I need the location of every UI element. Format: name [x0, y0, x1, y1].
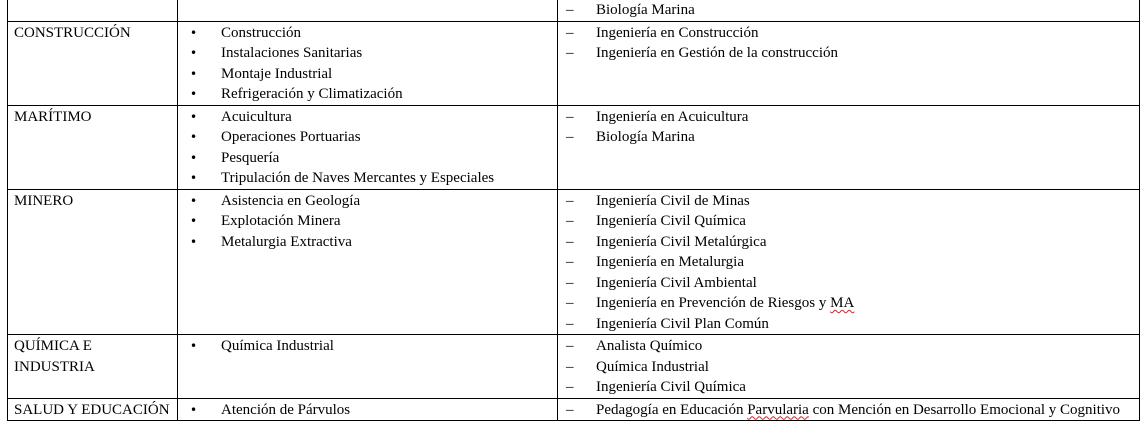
sector-cell — [8, 0, 178, 21]
technical-list — [184, 23, 551, 105]
list-item: • Operaciones Portuarias — [184, 127, 551, 148]
technical-cell — [178, 105, 558, 189]
careers-list — [564, 191, 1133, 335]
technical-cell — [178, 398, 558, 421]
list-item: – Ingeniería Civil Química — [564, 211, 1133, 232]
careers-cell — [558, 0, 1140, 21]
list-item: • Química Industrial — [184, 336, 551, 357]
list-item: – Analista Químico — [564, 336, 1133, 357]
careers-cell — [558, 189, 1140, 335]
technical-cell — [178, 189, 558, 335]
sector-label: CONSTRUCCIÓN — [14, 24, 131, 41]
careers-list — [564, 400, 1133, 421]
list-item: – Ingeniería Civil Metalúrgica — [564, 232, 1133, 253]
spellcheck-mark: Parvularia — [747, 401, 809, 418]
technical-cell — [178, 335, 558, 399]
list-item: • Tripulación de Naves Mercantes y Especiales — [184, 168, 551, 189]
table-row — [8, 398, 1140, 421]
sector-cell — [8, 21, 178, 105]
sector-cell — [8, 398, 178, 421]
list-item: – Pedagogía en Educación Parvularia con Mención en Desarrollo Emocional y Cognitivo — [564, 400, 1133, 421]
sector-cell — [8, 335, 178, 399]
careers-cell — [558, 398, 1140, 421]
table-row — [8, 189, 1140, 335]
technical-list — [184, 0, 551, 1]
careers-cell — [558, 21, 1140, 105]
table-row — [8, 0, 1140, 21]
list-item: – Biología Marina — [564, 0, 1133, 21]
list-item: • Asistencia en Geología — [184, 191, 551, 212]
list-item: – Ingeniería Civil Plan Común — [564, 314, 1133, 335]
technical-list — [184, 107, 551, 189]
careers-cell — [558, 105, 1140, 189]
sector-label: MARÍTIMO — [14, 108, 92, 125]
list-item: • Acuicultura — [184, 107, 551, 128]
sector-label: MINERO — [14, 192, 74, 209]
careers-list — [564, 107, 1133, 148]
list-item: – Ingeniería en Gestión de la construcción — [564, 43, 1133, 64]
list-item — [184, 0, 551, 1]
table-row — [8, 335, 1140, 399]
list-item — [564, 293, 1133, 314]
table-row — [8, 21, 1140, 105]
sector-cell — [8, 189, 178, 335]
list-item: – Ingeniería Civil Ambiental — [564, 273, 1133, 294]
list-item: – Ingeniería en Construcción — [564, 23, 1133, 44]
list-item: – Ingeniería Civil de Minas — [564, 191, 1133, 212]
sector-label: SALUD Y EDUCACIÓN — [14, 401, 170, 418]
list-item: • Montaje Industrial — [184, 64, 551, 85]
table-row — [8, 105, 1140, 189]
list-item: • Atención de Párvulos — [184, 400, 551, 421]
technical-cell — [178, 0, 558, 21]
technical-list — [184, 336, 551, 357]
careers-cell — [558, 335, 1140, 399]
sector-label: QUÍMICA E INDUSTRIA — [14, 338, 95, 375]
list-item: – Química Industrial — [564, 357, 1133, 378]
list-item: • Instalaciones Sanitarias — [184, 43, 551, 64]
technical-cell — [178, 21, 558, 105]
careers-list — [564, 336, 1133, 398]
technical-list — [184, 191, 551, 253]
career-table — [7, 0, 1140, 421]
careers-list — [564, 0, 1133, 21]
list-item: – Ingeniería en Acuicultura — [564, 107, 1133, 128]
list-item: • Explotación Minera — [184, 211, 551, 232]
list-item: • Metalurgia Extractiva — [184, 232, 551, 253]
list-item: • Pesquería — [184, 148, 551, 169]
careers-list — [564, 23, 1133, 64]
list-item: • Construcción — [184, 23, 551, 44]
list-item: – Ingeniería en Metalurgia — [564, 252, 1133, 273]
technical-list — [184, 400, 551, 421]
list-item: – Ingeniería Civil Química — [564, 377, 1133, 398]
risk-prevention-text: Ingeniería en Prevención de Riesgos y MA — [596, 295, 855, 311]
sector-cell — [8, 105, 178, 189]
list-item: – Biología Marina — [564, 127, 1133, 148]
list-item: • Refrigeración y Climatización — [184, 84, 551, 105]
spellcheck-mark: MA — [830, 295, 855, 311]
